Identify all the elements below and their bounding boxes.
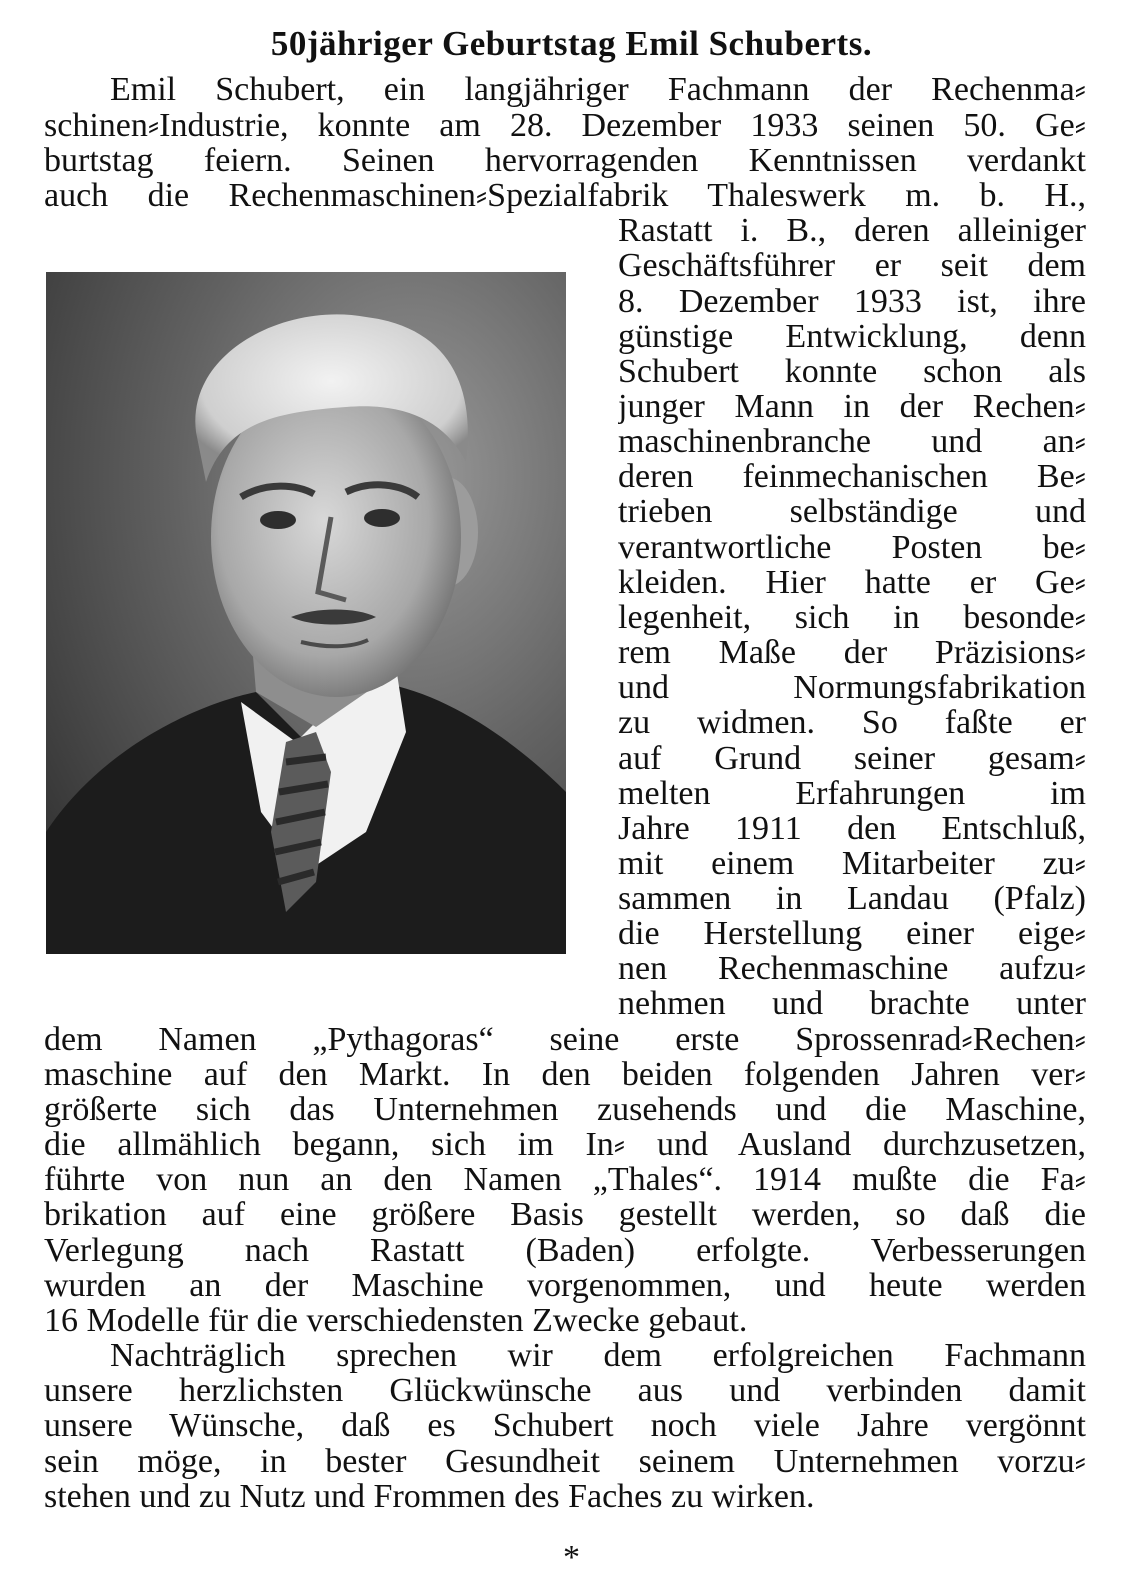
text-line: zu widmen. So faßte er bbox=[618, 705, 1086, 741]
text-line: Geschäftsführer er seit dem bbox=[618, 248, 1086, 284]
text-line: rem Maße der Präzisions⸗ bbox=[618, 635, 1086, 671]
text-line: mit einem Mitarbeiter zu⸗ bbox=[618, 846, 1086, 882]
text-line: Nachträglich sprechen wir dem erfolgreichen Fachmann bbox=[110, 1338, 1086, 1374]
article-title: 50jähriger Geburtstag Emil Schuberts. bbox=[270, 24, 873, 63]
text-line: Emil Schubert, ein langjähriger Fachmann der Rechenma⸗ bbox=[110, 72, 1086, 108]
text-line: Verlegung nach Rastatt (Baden) erfolgte. Verbesserungen bbox=[44, 1233, 1086, 1269]
text-line: kleiden. Hier hatte er Ge⸗ bbox=[618, 565, 1086, 601]
text-line: auch die Rechenmaschinen⸗Spezialfabrik Thaleswerk m. b. H., bbox=[44, 178, 1086, 214]
text-line: günstige Entwicklung, denn bbox=[618, 319, 1086, 355]
text-line: und Normungsfabrikation bbox=[618, 670, 1086, 706]
portrait-photo bbox=[46, 272, 566, 954]
text-line: sein möge, in bester Gesundheit seinem Unternehmen vorzu⸗ bbox=[44, 1444, 1086, 1480]
text-line: deren feinmechanischen Be⸗ bbox=[618, 459, 1086, 495]
text-line: größerte sich das Unternehmen zusehends und die Maschine, bbox=[44, 1092, 1086, 1128]
text-line: stehen und zu Nutz und Frommen des Faches zu wirken. bbox=[44, 1479, 815, 1515]
text-line: sammen in Landau (Pfalz) bbox=[618, 881, 1086, 917]
text-line: wurden an der Maschine vorgenommen, und heute werden bbox=[44, 1268, 1086, 1304]
end-mark: * bbox=[563, 1539, 580, 1576]
text-line: Jahre 1911 den Entschluß, bbox=[618, 811, 1086, 847]
text-line: die allmählich begann, sich im In⸗ und Ausland durchzusetzen, bbox=[44, 1127, 1086, 1163]
text-line: legenheit, sich in besonde⸗ bbox=[618, 600, 1086, 636]
text-line: 8. Dezember 1933 ist, ihre bbox=[618, 284, 1086, 320]
text-line: nen Rechenmaschine aufzu⸗ bbox=[618, 951, 1086, 987]
text-line: trieben selbständige und bbox=[618, 494, 1086, 530]
text-line: junger Mann in der Rechen⸗ bbox=[618, 389, 1086, 425]
text-line: burtstag feiern. Seinen hervorragenden Kenntnissen verdankt bbox=[44, 143, 1086, 179]
text-line: Rastatt i. B., deren alleiniger bbox=[618, 213, 1086, 249]
text-line: melten Erfahrungen im bbox=[618, 776, 1086, 812]
text-line: 16 Modelle für die verschiedensten Zwecke gebaut. bbox=[44, 1303, 748, 1339]
text-line: schinen⸗Industrie, konnte am 28. Dezember 1933 seinen 50. Ge⸗ bbox=[44, 108, 1086, 144]
text-line: Schubert konnte schon als bbox=[618, 354, 1086, 390]
text-line: nehmen und brachte unter bbox=[618, 986, 1086, 1022]
text-line: unsere Wünsche, daß es Schubert noch viele Jahre vergönnt bbox=[44, 1408, 1086, 1444]
text-line: verantwortliche Posten be⸗ bbox=[618, 530, 1086, 566]
text-line: die Herstellung einer eige⸗ bbox=[618, 916, 1086, 952]
text-line: brikation auf eine größere Basis gestellt werden, so daß die bbox=[44, 1197, 1086, 1233]
text-line: unsere herzlichsten Glückwünsche aus und verbinden damit bbox=[44, 1373, 1086, 1409]
text-line: maschine auf den Markt. In den beiden folgenden Jahren ver⸗ bbox=[44, 1057, 1086, 1093]
text-line: auf Grund seiner gesam⸗ bbox=[618, 741, 1086, 777]
text-line: führte von nun an den Namen „Thales“. 1914 mußte die Fa⸗ bbox=[44, 1162, 1086, 1198]
text-line: dem Namen „Pythagoras“ seine erste Sprossenrad⸗Rechen⸗ bbox=[44, 1022, 1086, 1058]
text-line: maschinenbranche und an⸗ bbox=[618, 424, 1086, 460]
